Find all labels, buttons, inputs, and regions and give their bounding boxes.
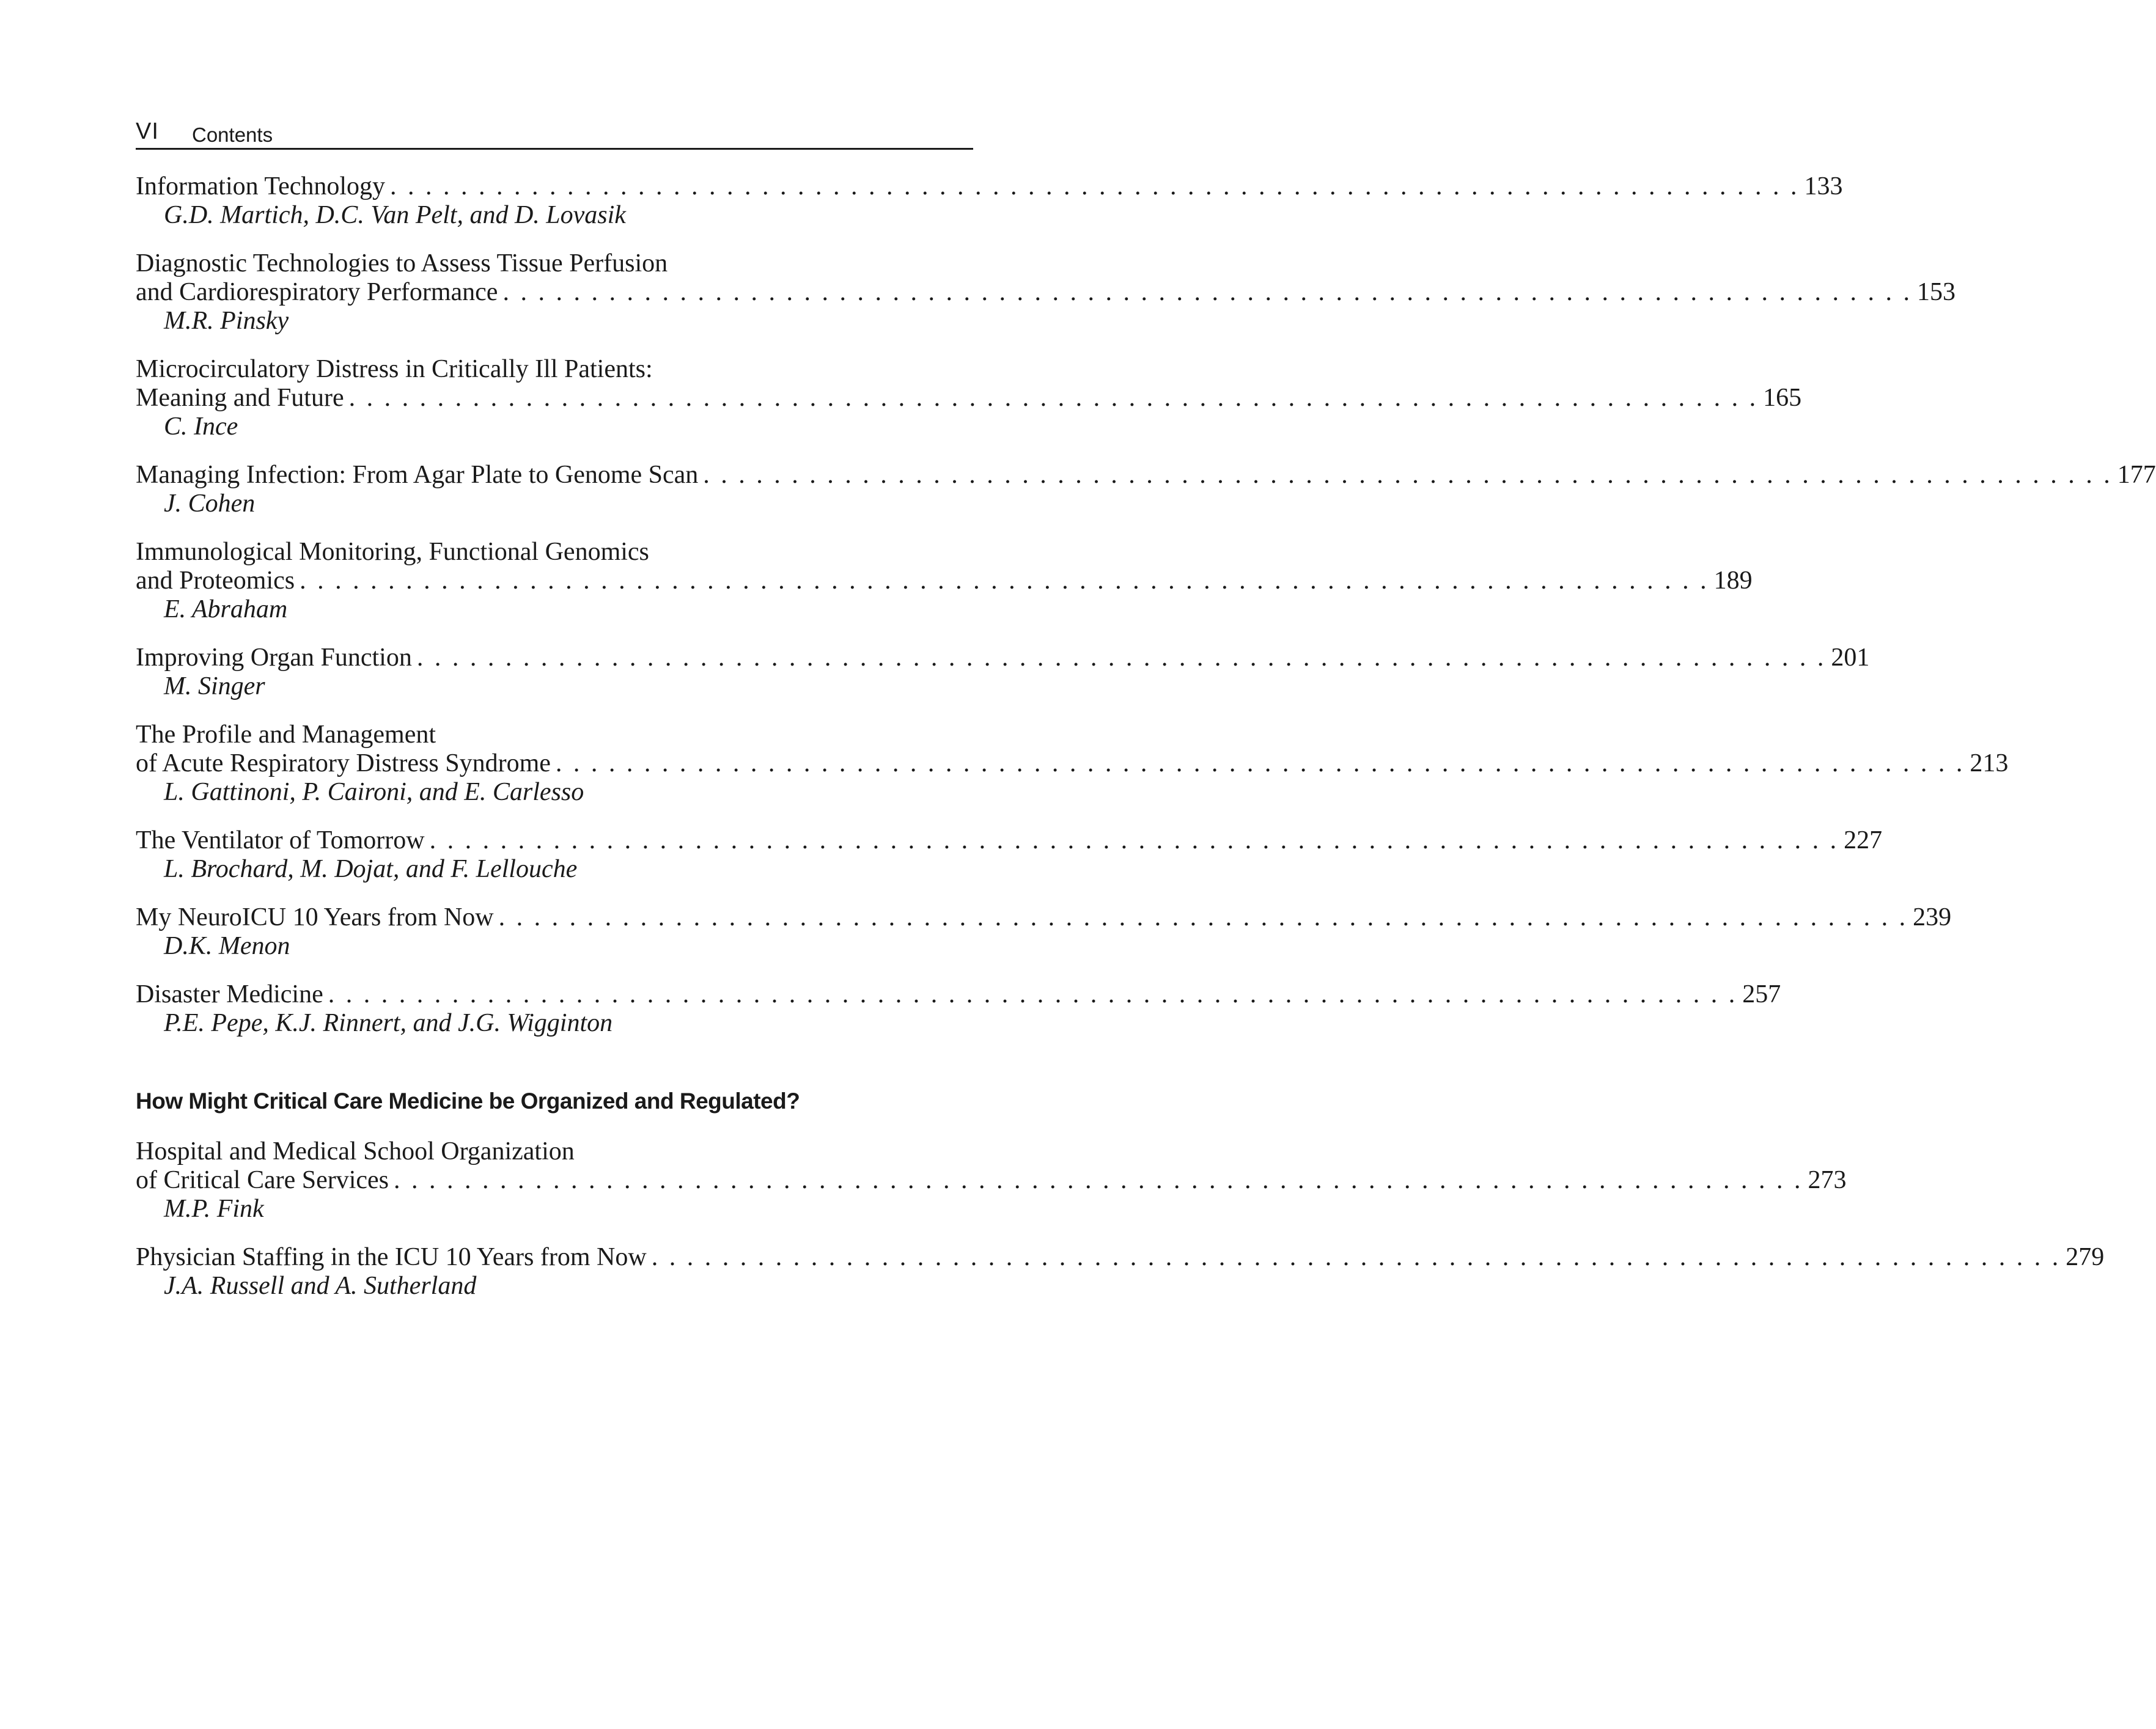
entry-authors: M.P. Fink [164,1195,264,1223]
page-number: 227 [1844,826,1883,854]
entry-title: My NeuroICU 10 Years from Now [136,903,494,931]
entry-title-line: Immunological Monitoring, Functional Genomics [136,538,649,566]
entry-title: Meaning and Future [136,384,344,412]
page-folio: VI [136,119,159,144]
dot-leader: . . . . . . . . . . . . . . . . . . . . . . . . . . . . . . . . . . . . . . . . . . . . . . . . . . . . . . . . . . . . . . . . . . . . . . . . . . . . . . . . [429,826,1839,854]
toc-entry[interactable] [136,1137,1847,1224]
toc-entry[interactable] [136,538,1753,624]
entry-title: Disaster Medicine [136,980,323,1008]
dot-leader: . . . . . . . . . . . . . . . . . . . . . . . . . . . . . . . . . . . . . . . . . . . . . . . . . . . . . . . . . . . . . . . . . . . . . . . . . . . . . . . . [348,384,1759,412]
running-title: Contents [192,123,273,146]
toc-entry[interactable] [136,249,1955,336]
entry-authors: L. Gattinoni, P. Caironi, and E. Carlesso [164,778,584,806]
entry-authors: M.R. Pinsky [164,307,289,335]
entry-title: Improving Organ Function [136,644,412,672]
entry-title-row [136,644,1870,672]
entry-authors: G.D. Martich, D.C. Van Pelt, and D. Lovasik [164,201,626,229]
page-number: 177 [2117,461,2156,489]
dot-leader: . . . . . . . . . . . . . . . . . . . . . . . . . . . . . . . . . . . . . . . . . . . . . . . . . . . . . . . . . . . . . . . . . . . . . . . . . . . . . . . . [555,749,1965,777]
page-number: 133 [1804,172,1843,200]
entry-authors: E. Abraham [164,595,288,623]
dot-leader: . . . . . . . . . . . . . . . . . . . . . . . . . . . . . . . . . . . . . . . . . . . . . . . . . . . . . . . . . . . . . . . . . . . . . . . . . . . . . . . . [394,1166,1803,1194]
entry-title-row [136,980,1781,1009]
dot-leader: . . . . . . . . . . . . . . . . . . . . . . . . . . . . . . . . . . . . . . . . . . . . . . . . . . . . . . . . . . . . . . . . . . . . . . . . . . . . . . . . [498,903,1908,931]
page-number: 279 [2066,1243,2105,1271]
toc-entry[interactable] [136,355,1802,441]
page-number: 257 [1742,980,1781,1008]
dot-leader: . . . . . . . . . . . . . . . . . . . . . . . . . . . . . . . . . . . . . . . . . . . . . . . . . . . . . . . . . . . . . . . . . . . . . . . . . . . . . . . . [300,567,1709,595]
entry-title: and Proteomics [136,567,295,595]
entry-title-line: Microcirculatory Distress in Critically Ill Patients: [136,355,653,383]
page-number: 213 [1970,749,2009,777]
toc-entry[interactable] [136,172,1843,230]
entry-title-line: The Profile and Management [136,721,436,749]
entry-authors: C. Ince [164,413,238,441]
dot-leader: . . . . . . . . . . . . . . . . . . . . . . . . . . . . . . . . . . . . . . . . . . . . . . . . . . . . . . . . . . . . . . . . . . . . . . . . . . . . . . . . [416,644,1827,672]
entry-title: of Acute Respiratory Distress Syndrome [136,749,551,777]
entry-authors: J. Cohen [164,490,256,518]
page-number: 189 [1713,567,1753,595]
entry-title-row [136,826,1883,855]
toc-entry[interactable] [136,980,1781,1038]
dot-leader: . . . . . . . . . . . . . . . . . . . . . . . . . . . . . . . . . . . . . . . . . . . . . . . . . . . . . . . . . . . . . . . . . . . . . . . . . . . . . . . . [390,172,1800,200]
entry-title-row [136,384,1802,413]
entry-title-line: Diagnostic Technologies to Assess Tissue Perfusion [136,249,668,277]
dot-leader: . . . . . . . . . . . . . . . . . . . . . . . . . . . . . . . . . . . . . . . . . . . . . . . . . . . . . . . . . . . . . . . . . . . . . . . . . . . . . . . . [328,980,1738,1008]
table-of-contents [136,172,2156,1301]
toc-entry[interactable] [136,721,2009,807]
entry-title: The Ventilator of Tomorrow [136,826,425,854]
dot-leader: . . . . . . . . . . . . . . . . . . . . . . . . . . . . . . . . . . . . . . . . . . . . . . . . . . . . . . . . . . . . . . . . . . . . . . . . . . . . . . . . [703,461,2113,489]
dot-leader: . . . . . . . . . . . . . . . . . . . . . . . . . . . . . . . . . . . . . . . . . . . . . . . . . . . . . . . . . . . . . . . . . . . . . . . . . . . . . . . . [502,278,1912,306]
page-number: 273 [1808,1166,1847,1194]
entry-title-row [136,1166,1847,1195]
page-number: 153 [1916,278,1955,306]
page-number: 239 [1913,903,1952,931]
entry-title-row [136,749,2009,778]
entry-title: Physician Staffing in the ICU 10 Years from Now [136,1243,647,1271]
entry-title: of Critical Care Services [136,1166,389,1194]
page-number: 165 [1763,384,1802,412]
toc-entry[interactable] [136,1243,2105,1301]
entry-title-row [136,172,1843,201]
entry-authors: P.E. Pepe, K.J. Rinnert, and J.G. Wigginton [164,1009,613,1037]
entry-title: and Cardiorespiratory Performance [136,278,498,306]
entry-authors: D.K. Menon [164,932,290,960]
entry-title-row [136,278,1955,307]
entry-title-line: Hospital and Medical School Organization [136,1137,575,1166]
toc-entry[interactable] [136,644,1870,701]
toc-entry[interactable] [136,826,1883,884]
entry-title-row [136,567,1753,595]
entry-title-row [136,1243,2105,1272]
toc-entry[interactable] [136,903,1952,961]
entry-title: Managing Infection: From Agar Plate to Genome Scan [136,461,699,489]
entry-title-row [136,903,1952,932]
page-number: 201 [1831,644,1870,672]
section-heading: How Might Critical Care Medicine be Organized and Regulated? [136,1088,800,1114]
entry-title: Information Technology [136,172,386,200]
entry-authors: L. Brochard, M. Dojat, and F. Lellouche [164,855,578,883]
entry-title-row [136,461,2156,490]
dot-leader: . . . . . . . . . . . . . . . . . . . . . . . . . . . . . . . . . . . . . . . . . . . . . . . . . . . . . . . . . . . . . . . . . . . . . . . . . . . . . . . . [651,1243,2061,1271]
toc-entry[interactable] [136,461,2156,518]
entry-authors: M. Singer [164,672,265,700]
entry-authors: J.A. Russell and A. Sutherland [164,1272,477,1300]
running-head [136,116,973,150]
